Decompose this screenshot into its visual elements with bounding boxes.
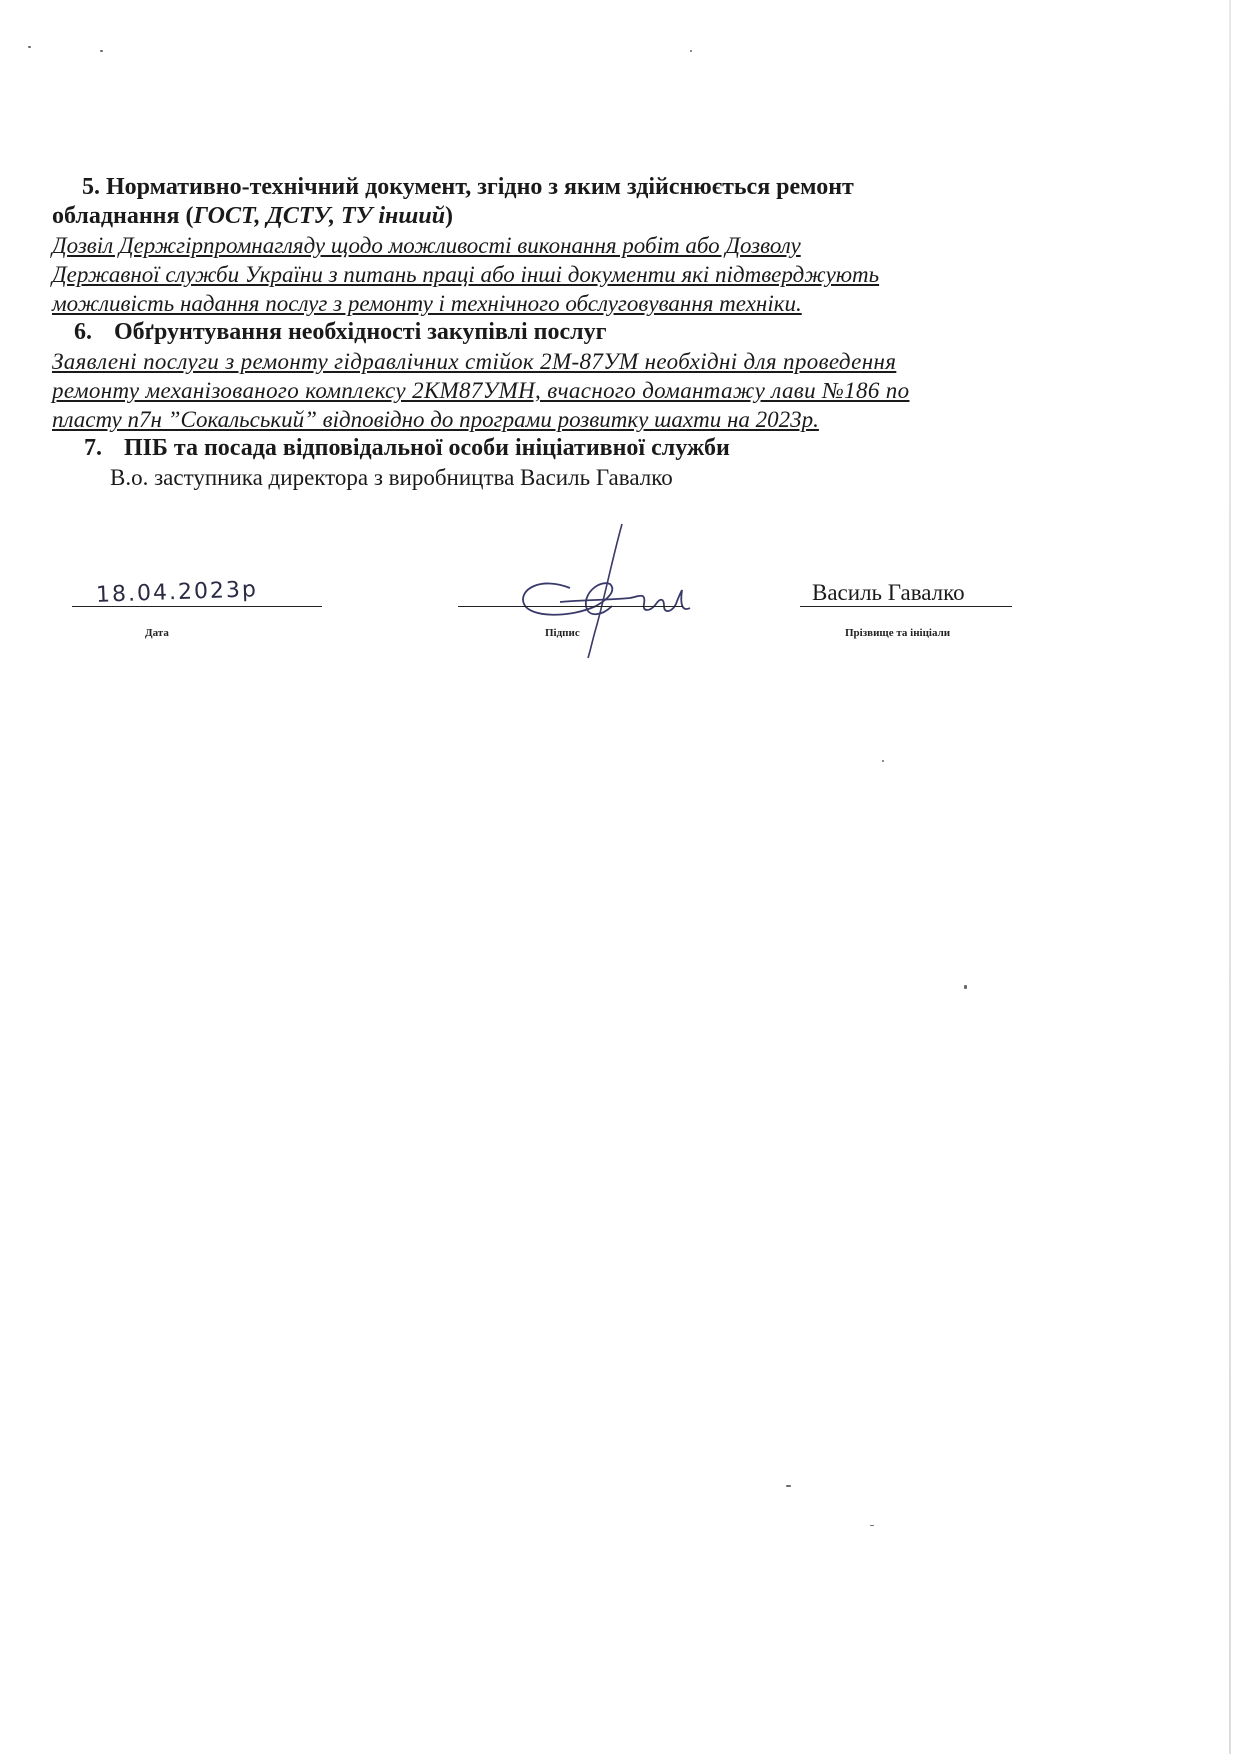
document-body bbox=[52, 173, 1092, 492]
signature-line bbox=[458, 606, 683, 607]
section-5-answer-line: можливість надання послуг з ремонту і технічного обслуговування техніки. bbox=[52, 291, 802, 316]
section-5-answer-line: Дозвіл Держгірпромнагляду щодо можливості виконання робіт або Дозволу bbox=[52, 233, 801, 258]
section-5-answer-line: Державної служби України з питань праці або інші документи які підтверджують bbox=[52, 262, 880, 287]
section-7 bbox=[52, 434, 1092, 492]
scan-speck bbox=[690, 50, 692, 52]
section-5 bbox=[52, 173, 1092, 318]
section-7-heading-text: ПІБ та посада відповідальної особи ініціативної служби bbox=[124, 435, 730, 461]
scan-speck bbox=[964, 985, 967, 989]
section-5-heading bbox=[52, 173, 1092, 202]
scan-speck bbox=[870, 1525, 874, 1526]
signature-row bbox=[0, 560, 1249, 660]
section-7-number: 7. bbox=[84, 435, 102, 461]
section-6-answer-line: Заявлені послуги з ремонту гідравлічних стійок 2М-87УМ необхідні для проведення bbox=[52, 349, 897, 374]
section-6-number: 6. bbox=[74, 319, 92, 345]
name-line bbox=[800, 606, 1012, 607]
section-5-standards: ГОСТ, ДСТУ, ТУ інший bbox=[193, 203, 446, 229]
section-5-heading-line1: Нормативно-технічний документ, згідно з яким здійснюється ремонт bbox=[106, 174, 854, 200]
date-caption: Дата bbox=[145, 627, 169, 639]
section-6-answer-line: пласту п7н ”Сокальський” відповідно до програми розвитку шахти на 2023р. bbox=[52, 407, 819, 432]
section-7-answer: В.о. заступника директора з виробництва Василь Гавалко bbox=[110, 465, 673, 490]
section-6-heading bbox=[52, 318, 1092, 347]
name-value: Василь Гавалко bbox=[812, 580, 965, 605]
name-caption: Прізвище та ініціали bbox=[845, 627, 951, 639]
scan-edge bbox=[1229, 0, 1231, 1754]
section-6 bbox=[52, 318, 1092, 434]
signature-caption: Підпис bbox=[545, 627, 580, 639]
section-5-number: 5. bbox=[82, 174, 100, 200]
section-5-heading-line2: обладнання (ГОСТ, ДСТУ, ТУ інший) bbox=[52, 203, 454, 229]
section-7-heading bbox=[52, 434, 1092, 463]
date-line bbox=[72, 606, 322, 607]
scan-speck bbox=[882, 760, 884, 762]
scan-speck bbox=[786, 1485, 791, 1487]
section-6-answer-line: ремонту механізованого комплексу 2КМ87УМН, вчасного домантажу лави №186 по bbox=[52, 378, 910, 403]
scan-speck bbox=[28, 46, 31, 48]
date-value: 18.04.2023р bbox=[95, 577, 259, 608]
scan-speck bbox=[100, 50, 103, 52]
handwritten-signature bbox=[500, 520, 720, 660]
section-6-heading-text: Обґрунтування необхідності закупівлі послуг bbox=[114, 319, 607, 345]
